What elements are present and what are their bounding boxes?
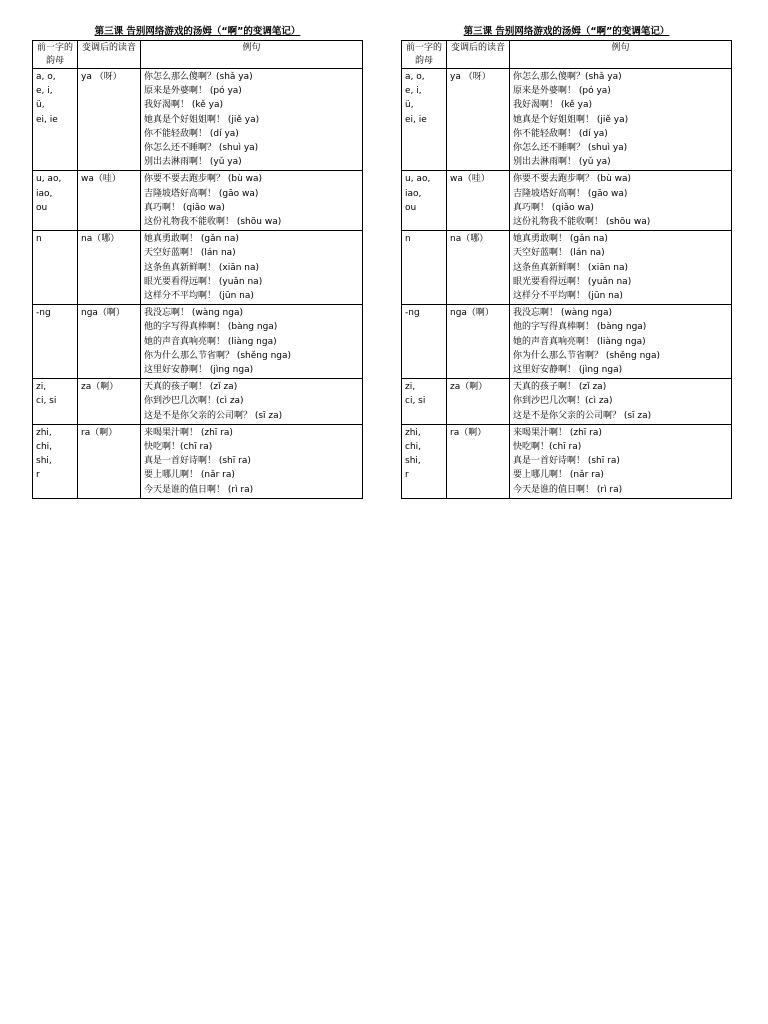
- example-sentence: 你到沙巴几次啊！(cì za): [513, 396, 613, 407]
- reading-text: ra（啊）: [81, 427, 118, 438]
- reading-text: wa（哇）: [81, 174, 121, 185]
- final-line: u, ao,: [405, 174, 431, 185]
- example-sentence: 他的字写得真棒啊！ (bàng nga): [513, 322, 647, 333]
- final-line: a, o,: [405, 72, 425, 82]
- final-line: n: [36, 234, 42, 245]
- example-sentence: 她的声音真响亮啊！ (liàng nga): [513, 336, 646, 347]
- example-sentence: 快吃啊！(chī ra): [513, 442, 582, 453]
- example-sentence: 今天是谁的值日啊！ (rì ra): [144, 484, 254, 495]
- final-cell: [33, 305, 78, 379]
- reading-cell: [447, 69, 510, 171]
- final-line: -ng: [36, 308, 51, 319]
- example-sentence: 她真勇敢啊！ (gǎn na): [513, 234, 608, 245]
- final-cell: [402, 171, 447, 231]
- example-sentence: 这是不是你父亲的公司啊？ (sī za): [513, 410, 652, 421]
- examples-cell: [510, 424, 732, 498]
- example-sentence: 真巧啊！ (qiǎo wa): [513, 202, 594, 213]
- header-reading: 变调后的读音: [447, 41, 510, 69]
- example-sentence: 这样分不平均啊！ (jūn na): [144, 291, 254, 302]
- example-sentence: 你为什么那么节省啊？ (shěng nga): [513, 350, 661, 361]
- example-sentence: 你为什么那么节省啊？ (shěng nga): [144, 350, 292, 361]
- final-line: iao,: [36, 188, 53, 199]
- example-sentence: 这是不是你父亲的公司啊？ (sī za): [144, 410, 283, 421]
- table-row: [33, 171, 363, 231]
- example-sentence: 你要不要去跑步啊？ (bù wa): [144, 174, 263, 185]
- example-sentence: 他的字写得真棒啊！ (bàng nga): [144, 322, 278, 333]
- header-final: 前一字的韵母: [33, 41, 78, 69]
- example-sentence: 她的声音真响亮啊！ (liàng nga): [144, 336, 277, 347]
- example-sentence: 这里好安静啊！ (jìng nga): [513, 365, 623, 376]
- reading-text: za（啊）: [450, 382, 488, 393]
- example-sentence: 眼光要看得远啊！ (yuǎn na): [144, 276, 263, 287]
- examples-cell: [510, 231, 732, 305]
- example-sentence: 吉隆坡塔好高啊！ (gāo wa): [513, 188, 628, 199]
- final-line: ci, si: [405, 396, 426, 407]
- final-line: ü,: [405, 100, 414, 111]
- final-cell: [33, 69, 78, 171]
- example-sentence: 这里好安静啊！ (jìng nga): [144, 365, 254, 376]
- final-cell: [402, 379, 447, 425]
- reading-text: za（啊）: [81, 382, 119, 393]
- example-sentence: 别出去淋雨啊！ (yǔ ya): [144, 157, 242, 168]
- final-line: zhi,: [36, 427, 52, 438]
- table-row: [402, 305, 732, 379]
- final-cell: [33, 379, 78, 425]
- examples-cell: [141, 424, 363, 498]
- examples-cell: [141, 305, 363, 379]
- example-sentence: 天空好蓝啊！ (lán na): [513, 248, 605, 259]
- final-line: ou: [36, 202, 48, 213]
- examples-cell: [141, 379, 363, 425]
- final-line: ou: [405, 202, 417, 213]
- example-sentence: 要上哪儿啊！ (nǎr ra): [144, 470, 235, 481]
- table-row: [33, 231, 363, 305]
- reading-text: ra（啊）: [450, 427, 487, 438]
- table-row: [402, 424, 732, 498]
- reading-cell: [447, 424, 510, 498]
- example-sentence: 你怎么还不睡啊？ (shuì ya): [513, 143, 628, 154]
- table-row: [402, 69, 732, 171]
- example-sentence: 来喝果汁啊！ (zhī ra): [513, 427, 602, 438]
- example-sentence: 我没忘啊！ (wàng nga): [144, 308, 243, 319]
- final-cell: [33, 171, 78, 231]
- reading-text: na（哪）: [81, 234, 120, 245]
- tone-change-table: [32, 40, 363, 499]
- example-sentence: 我好渴啊！ (kě ya): [513, 100, 593, 111]
- table-row: [402, 231, 732, 305]
- example-sentence: 这条鱼真新鲜啊！ (xiān na): [144, 262, 260, 273]
- reading-text: nga（啊）: [81, 308, 125, 319]
- example-sentence: 你到沙巴几次啊！(cì za): [144, 396, 244, 407]
- final-line: zi,: [36, 382, 47, 393]
- examples-cell: [510, 379, 732, 425]
- table-row: [402, 171, 732, 231]
- header-row: [402, 41, 732, 69]
- example-sentence: 来喝果汁啊！ (zhī ra): [144, 427, 233, 438]
- final-line: a, o,: [36, 72, 56, 82]
- example-sentence: 天真的孩子啊！ (zǐ za): [144, 382, 238, 393]
- final-line: r: [405, 470, 409, 481]
- final-line: ü,: [36, 100, 45, 111]
- example-sentence: 你怎么那么傻啊？(shǎ ya): [513, 72, 622, 82]
- final-cell: [33, 231, 78, 305]
- reading-cell: [78, 379, 141, 425]
- example-sentence: 眼光要看得远啊！ (yuǎn na): [513, 276, 632, 287]
- reading-cell: [78, 171, 141, 231]
- table-row: [33, 424, 363, 498]
- example-sentence: 原来是外婆啊！ (pó ya): [144, 86, 242, 97]
- reading-cell: [447, 171, 510, 231]
- final-cell: [402, 424, 447, 498]
- header-row: [33, 41, 363, 69]
- final-line: shi,: [36, 456, 52, 467]
- example-sentence: 原来是外婆啊！ (pó ya): [513, 86, 611, 97]
- final-line: u, ao,: [36, 174, 62, 185]
- final-line: n: [405, 234, 411, 245]
- example-sentence: 你不能轻敌啊！ (dí ya): [513, 128, 608, 139]
- final-line: e, i,: [36, 86, 53, 97]
- reading-text: nga（啊）: [450, 308, 494, 319]
- examples-cell: [510, 69, 732, 171]
- header-examples: 例句: [510, 41, 732, 69]
- examples-cell: [510, 171, 732, 231]
- example-sentence: 这样分不平均啊！ (jūn na): [513, 291, 623, 302]
- final-line: chi,: [36, 442, 53, 453]
- header-reading: 变调后的读音: [78, 41, 141, 69]
- reading-cell: [78, 231, 141, 305]
- final-line: e, i,: [405, 86, 422, 97]
- final-line: zhi,: [405, 427, 421, 438]
- table-row: [33, 69, 363, 171]
- sheet-title: 第三课 告别网络游戏的汤姆（“啊”的变调笔记）: [94, 26, 301, 37]
- examples-cell: [141, 69, 363, 171]
- final-cell: [402, 231, 447, 305]
- reading-text: na（哪）: [450, 234, 489, 245]
- example-sentence: 你怎么那么傻啊？(shǎ ya): [144, 72, 253, 82]
- reading-cell: [78, 305, 141, 379]
- example-sentence: 真是一首好诗啊！ (shī ra): [144, 456, 251, 467]
- reading-cell: [447, 305, 510, 379]
- example-sentence: 这份礼物我不能收啊！ (shōu wa): [144, 217, 282, 228]
- table-row: [402, 379, 732, 425]
- examples-cell: [141, 231, 363, 305]
- header-examples: 例句: [141, 41, 363, 69]
- final-line: zi,: [405, 382, 416, 393]
- example-sentence: 今天是谁的值日啊！ (rì ra): [513, 484, 623, 495]
- reading-cell: [447, 379, 510, 425]
- notes-sheet-right: [401, 26, 732, 499]
- example-sentence: 真是一首好诗啊！ (shī ra): [513, 456, 620, 467]
- example-sentence: 她真是个好姐姐啊！ (jiě ya): [513, 114, 629, 125]
- header-final: 前一字的韵母: [402, 41, 447, 69]
- example-sentence: 天空好蓝啊！ (lán na): [144, 248, 236, 259]
- sheet-title: 第三课 告别网络游戏的汤姆（“啊”的变调笔记）: [463, 26, 670, 37]
- reading-cell: [78, 424, 141, 498]
- tone-change-table: [401, 40, 732, 499]
- final-cell: [402, 305, 447, 379]
- example-sentence: 你不能轻敌啊！ (dí ya): [144, 128, 239, 139]
- example-sentence: 我好渴啊！ (kě ya): [144, 100, 224, 111]
- final-line: -ng: [405, 308, 420, 319]
- examples-cell: [510, 305, 732, 379]
- final-line: shi,: [405, 456, 421, 467]
- example-sentence: 你怎么还不睡啊？ (shuì ya): [144, 143, 259, 154]
- final-line: ci, si: [36, 396, 57, 407]
- reading-text: ya （呀）: [81, 72, 122, 82]
- example-sentence: 她真勇敢啊！ (gǎn na): [144, 234, 239, 245]
- reading-text: ya （呀）: [450, 72, 491, 82]
- final-line: chi,: [405, 442, 422, 453]
- final-line: iao,: [405, 188, 422, 199]
- reading-text: wa（哇）: [450, 174, 490, 185]
- example-sentence: 别出去淋雨啊！ (yǔ ya): [513, 157, 611, 168]
- table-row: [33, 379, 363, 425]
- reading-cell: [447, 231, 510, 305]
- table-body: [402, 69, 732, 499]
- final-line: r: [36, 470, 40, 481]
- notes-sheet-left: [32, 26, 363, 499]
- final-line: ei, ie: [36, 114, 58, 125]
- final-cell: [402, 69, 447, 171]
- table-body: [33, 69, 363, 499]
- example-sentence: 吉隆坡塔好高啊！ (gāo wa): [144, 188, 259, 199]
- examples-cell: [141, 171, 363, 231]
- reading-cell: [78, 69, 141, 171]
- example-sentence: 这份礼物我不能收啊！ (shōu wa): [513, 217, 651, 228]
- example-sentence: 快吃啊！(chī ra): [144, 442, 213, 453]
- example-sentence: 这条鱼真新鲜啊！ (xiān na): [513, 262, 629, 273]
- example-sentence: 天真的孩子啊！ (zǐ za): [513, 382, 607, 393]
- example-sentence: 要上哪儿啊！ (nǎr ra): [513, 470, 604, 481]
- example-sentence: 真巧啊！ (qiǎo wa): [144, 202, 225, 213]
- final-line: ei, ie: [405, 114, 427, 125]
- example-sentence: 她真是个好姐姐啊！ (jiě ya): [144, 114, 260, 125]
- table-row: [33, 305, 363, 379]
- example-sentence: 我没忘啊！ (wàng nga): [513, 308, 612, 319]
- example-sentence: 你要不要去跑步啊？ (bù wa): [513, 174, 632, 185]
- final-cell: [33, 424, 78, 498]
